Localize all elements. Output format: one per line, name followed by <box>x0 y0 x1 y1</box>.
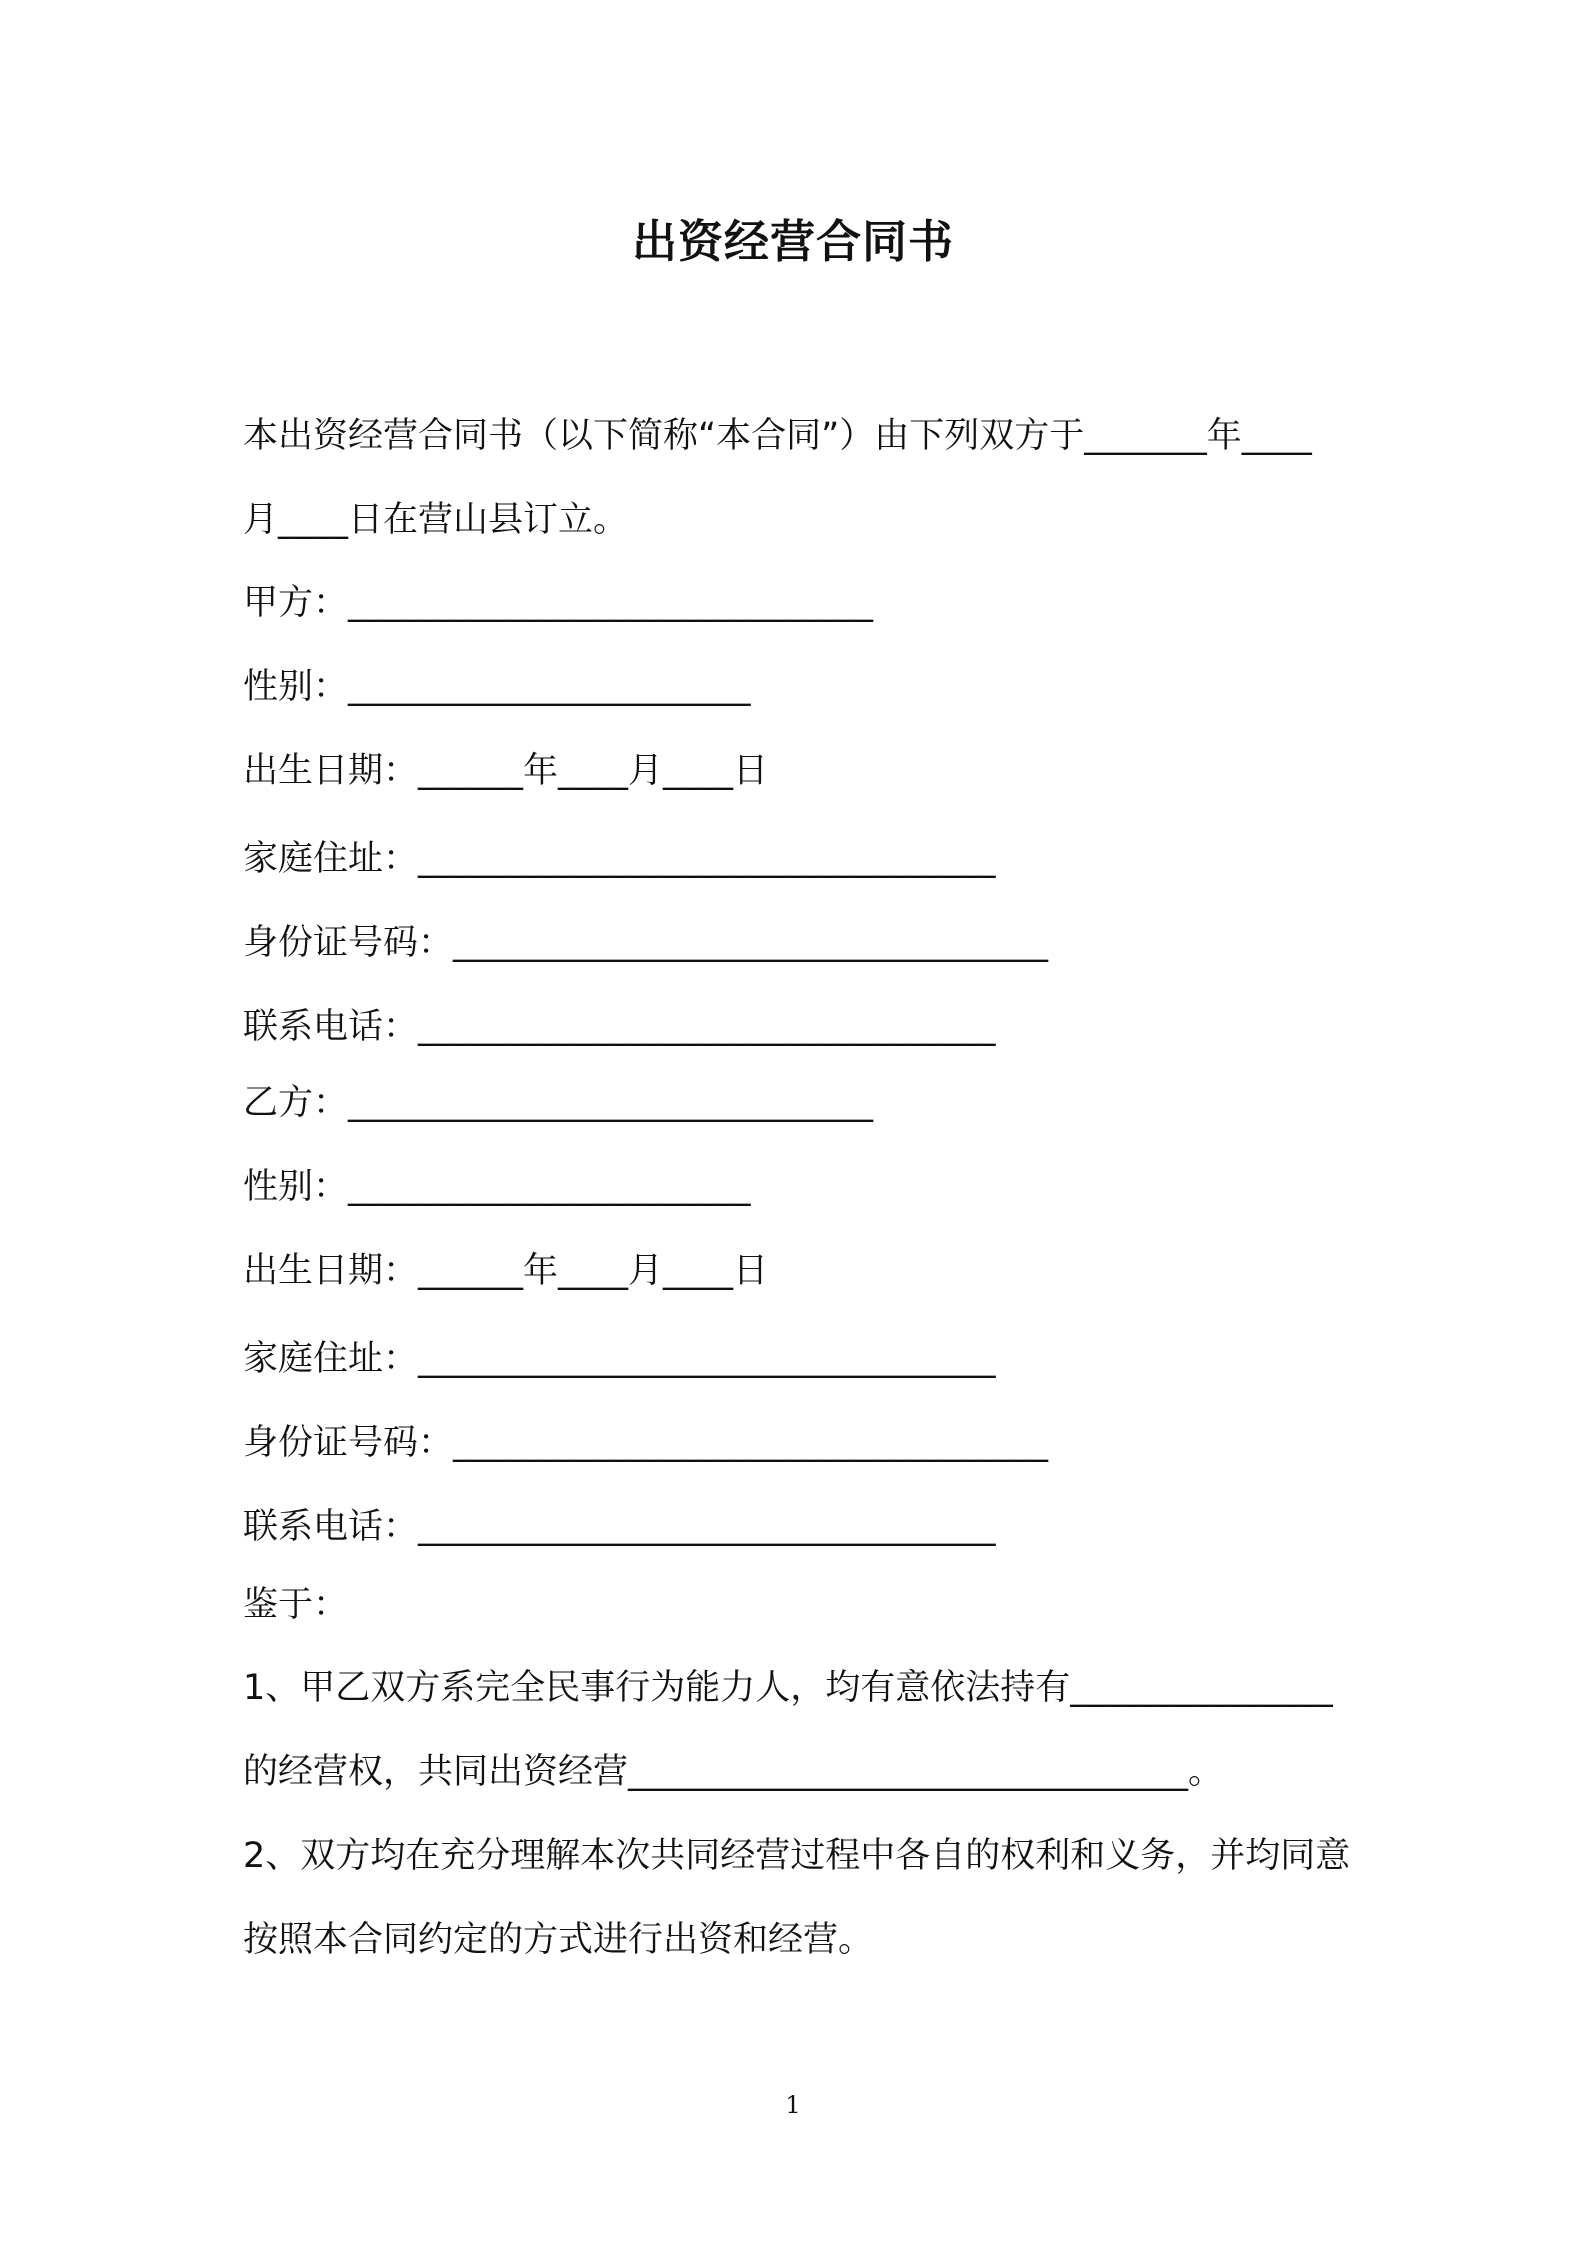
clause-1-line-2: 的经营权，共同出资经营________________________________。 <box>243 1752 1224 1792</box>
party-a-name-field: 甲方：______________________________ <box>243 583 874 623</box>
party-a-phone-field: 联系电话：_________________________________ <box>243 1007 996 1047</box>
whereas-heading: 鉴于： <box>243 1585 349 1625</box>
party-b-id-field: 身份证号码：__________________________________ <box>243 1423 1049 1463</box>
clause-1-line-1: 1、甲乙双方系完全民事行为能力人，均有意依法持有_______________ <box>243 1668 1333 1708</box>
party-b-birthdate-field: 出生日期：______年____月____日 <box>243 1251 769 1291</box>
intro-line-1: 本出资经营合同书（以下简称“本合同”）由下列双方于_______年____ <box>243 416 1312 456</box>
clause-2-line-2: 按照本合同约定的方式进行出资和经营。 <box>243 1920 874 1960</box>
party-b-name-field: 乙方：______________________________ <box>243 1083 874 1123</box>
party-a-id-field: 身份证号码：__________________________________ <box>243 923 1049 963</box>
party-b-gender-field: 性别：_______________________ <box>243 1167 751 1207</box>
page-number: 1 <box>785 2091 801 2119</box>
party-b-address-field: 家庭住址：_________________________________ <box>243 1339 996 1379</box>
clause-2-line-1: 2、双方均在充分理解本次共同经营过程中各自的权利和义务，并均同意 <box>243 1836 1351 1876</box>
intro-line-2: 月____日在营山县订立。 <box>243 500 629 540</box>
party-a-birthdate-field: 出生日期：______年____月____日 <box>243 751 769 791</box>
document-title: 出资经营合同书 <box>631 215 954 268</box>
party-b-phone-field: 联系电话：_________________________________ <box>243 1507 996 1547</box>
party-a-gender-field: 性别：_______________________ <box>243 667 751 707</box>
party-a-address-field: 家庭住址：_________________________________ <box>243 839 996 879</box>
